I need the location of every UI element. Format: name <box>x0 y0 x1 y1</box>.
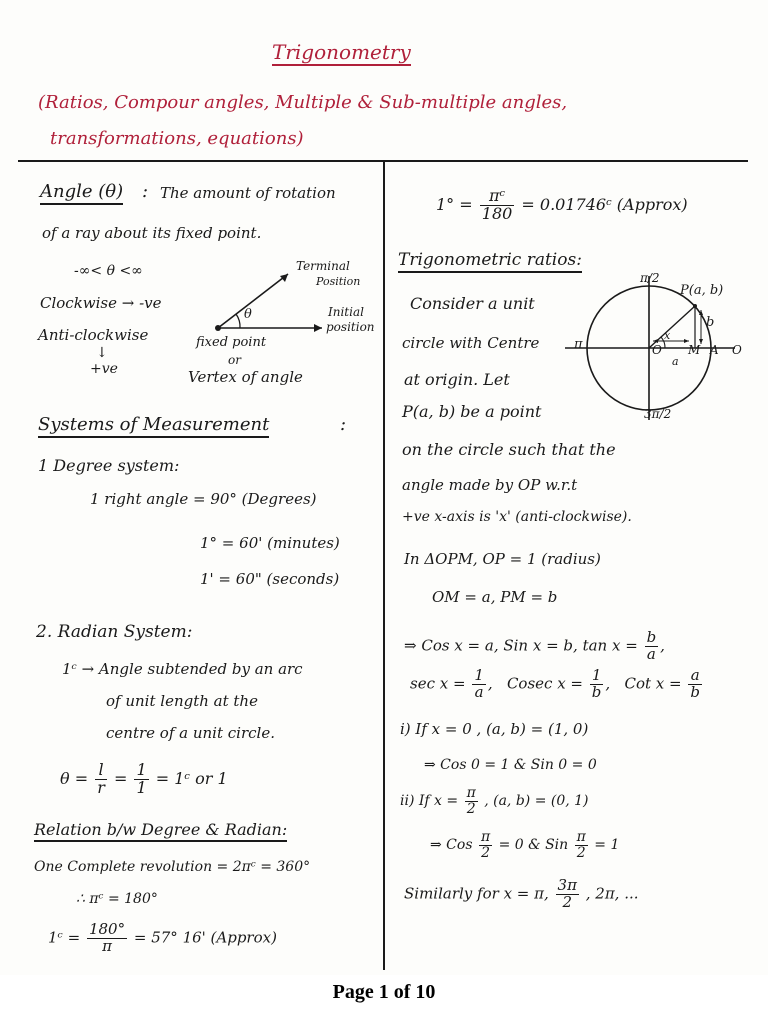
angle-diagram <box>210 266 330 346</box>
page-number: Page 1 of 10 <box>332 981 436 1003</box>
page-title: Trigonometry <box>272 40 411 64</box>
angle-x-label: x <box>664 329 671 342</box>
anticlockwise-sign: +ve <box>90 361 118 377</box>
angle-range: -∞< θ <∞ <box>74 263 143 279</box>
radian-formula: θ = $\frac{l}{r}$ = $\frac{1}{1}$ = 1ᶜ or 1 <box>60 760 228 797</box>
right-angle-definition: 1 right angle = 90° (Degrees) <box>90 490 317 508</box>
trig-ratios-heading: Trigonometric ratios: <box>398 252 582 273</box>
radian-definition-2: of unit length at the <box>106 692 258 710</box>
om-pm: OM = a, PM = b <box>432 588 558 606</box>
radian-definition-3: centre of a unit circle. <box>106 724 275 742</box>
column-divider <box>383 162 385 970</box>
relation-heading: Relation b/w Degree & Radian: <box>34 822 287 842</box>
triangle-opm: In ΔOPM, OP = 1 (radius) <box>404 550 601 568</box>
consider-line-2: circle with Centre <box>402 334 540 352</box>
systems-colon: : <box>340 414 347 435</box>
initial-position-label: position <box>326 320 375 334</box>
vertex-label: Vertex of angle <box>188 368 303 386</box>
angle-definition-1: The amount of rotation <box>160 184 336 202</box>
consider-line-1: Consider a unit <box>410 294 535 313</box>
cos-sin-ratios: ⇒ Cos x = a, Sin x = b, tan x = $\frac{b}{a}$ , <box>404 628 665 663</box>
origin-label: O <box>652 343 662 357</box>
reciprocal-ratios: sec x = $\frac{1}{a}$ , Cosec x = $\frac{1}{b}$ , Cot x = $\frac{a}{b}$ <box>410 666 700 701</box>
consider-line-3: at origin. Let <box>404 370 510 389</box>
or-label: or <box>228 353 241 367</box>
consider-line-7: +ve x-axis is 'x' (anti-clockwise). <box>402 509 632 525</box>
point-a-label: A <box>710 343 719 357</box>
consider-line-6: angle made by OP w.r.t <box>402 476 578 494</box>
angle-heading: Angle (θ) <box>40 183 123 205</box>
theta-label: θ <box>244 307 252 322</box>
pi-label: π <box>574 337 583 352</box>
radian-definition-1: 1ᶜ → Angle subtended by an arc <box>62 660 303 678</box>
point-p-label: P(a, b) <box>680 283 724 298</box>
initial-label: Initial <box>328 305 364 319</box>
systems-heading: Systems of Measurement <box>38 416 269 438</box>
case-2-result: ⇒ Cos $\frac{\pi}{2}$ = 0 & Sin $\frac{\pi}{2}$ = 1 <box>430 829 620 861</box>
side-b-label: b <box>706 315 715 330</box>
radian-system-heading: 2. Radian System: <box>36 622 193 642</box>
degree-system-heading: 1 Degree system: <box>38 456 180 475</box>
anticlockwise-arrow: ↓ <box>96 345 108 361</box>
minutes-definition: 1° = 60' (minutes) <box>200 534 340 552</box>
case-1-result: ⇒ Cos 0 = 1 & Sin 0 = 0 <box>424 757 597 773</box>
degree-to-radian: 1° = $\frac{\text{πᶜ}}{180}$ = 0.01746ᶜ (Approx) <box>436 186 688 223</box>
pi-equals-180: ∴ πᶜ = 180° <box>76 891 158 907</box>
case-2: ii) If x = $\frac{\pi}{2}$ , (a, b) = (0, 1) <box>400 785 589 817</box>
anticlockwise-label: Anti-clockwise <box>38 326 149 344</box>
zero-angle-label: O <box>732 343 742 357</box>
clockwise-label: Clockwise → -ve <box>40 294 162 312</box>
radian-to-degree: 1ᶜ = $\frac{180^\circ}{\pi}$ = 57° 16' (Approx) <box>48 920 277 955</box>
side-a-label: a <box>672 355 679 368</box>
complete-revolution: One Complete revolution = 2πᶜ = 360° <box>34 859 311 875</box>
subtitle-line-2: transformations, equations) <box>50 128 304 149</box>
consider-line-5: on the circle such that the <box>402 440 616 459</box>
subtitle-line-1: (Ratios, Compour angles, Multiple & Sub-multiple angles, <box>38 92 568 113</box>
angle-definition-2: of a ray about its fixed point. <box>42 224 262 242</box>
seconds-definition: 1' = 60" (seconds) <box>200 570 340 588</box>
case-1: i) If x = 0 , (a, b) = (1, 0) <box>400 720 589 738</box>
three-pi-over-2-label: 3π/2 <box>644 407 672 421</box>
similarly-line: Similarly for x = π, $\frac{3\pi}{2}$ , 2π, ... <box>404 876 639 911</box>
terminal-position-label: Position <box>316 275 361 288</box>
pi-over-2-label: π/2 <box>640 271 660 285</box>
fixed-point-label: fixed point <box>196 335 267 350</box>
terminal-label: Terminal <box>296 259 350 273</box>
point-m-label: M <box>688 343 701 357</box>
consider-line-4: P(a, b) be a point <box>402 402 542 421</box>
angle-colon: : <box>142 181 149 202</box>
